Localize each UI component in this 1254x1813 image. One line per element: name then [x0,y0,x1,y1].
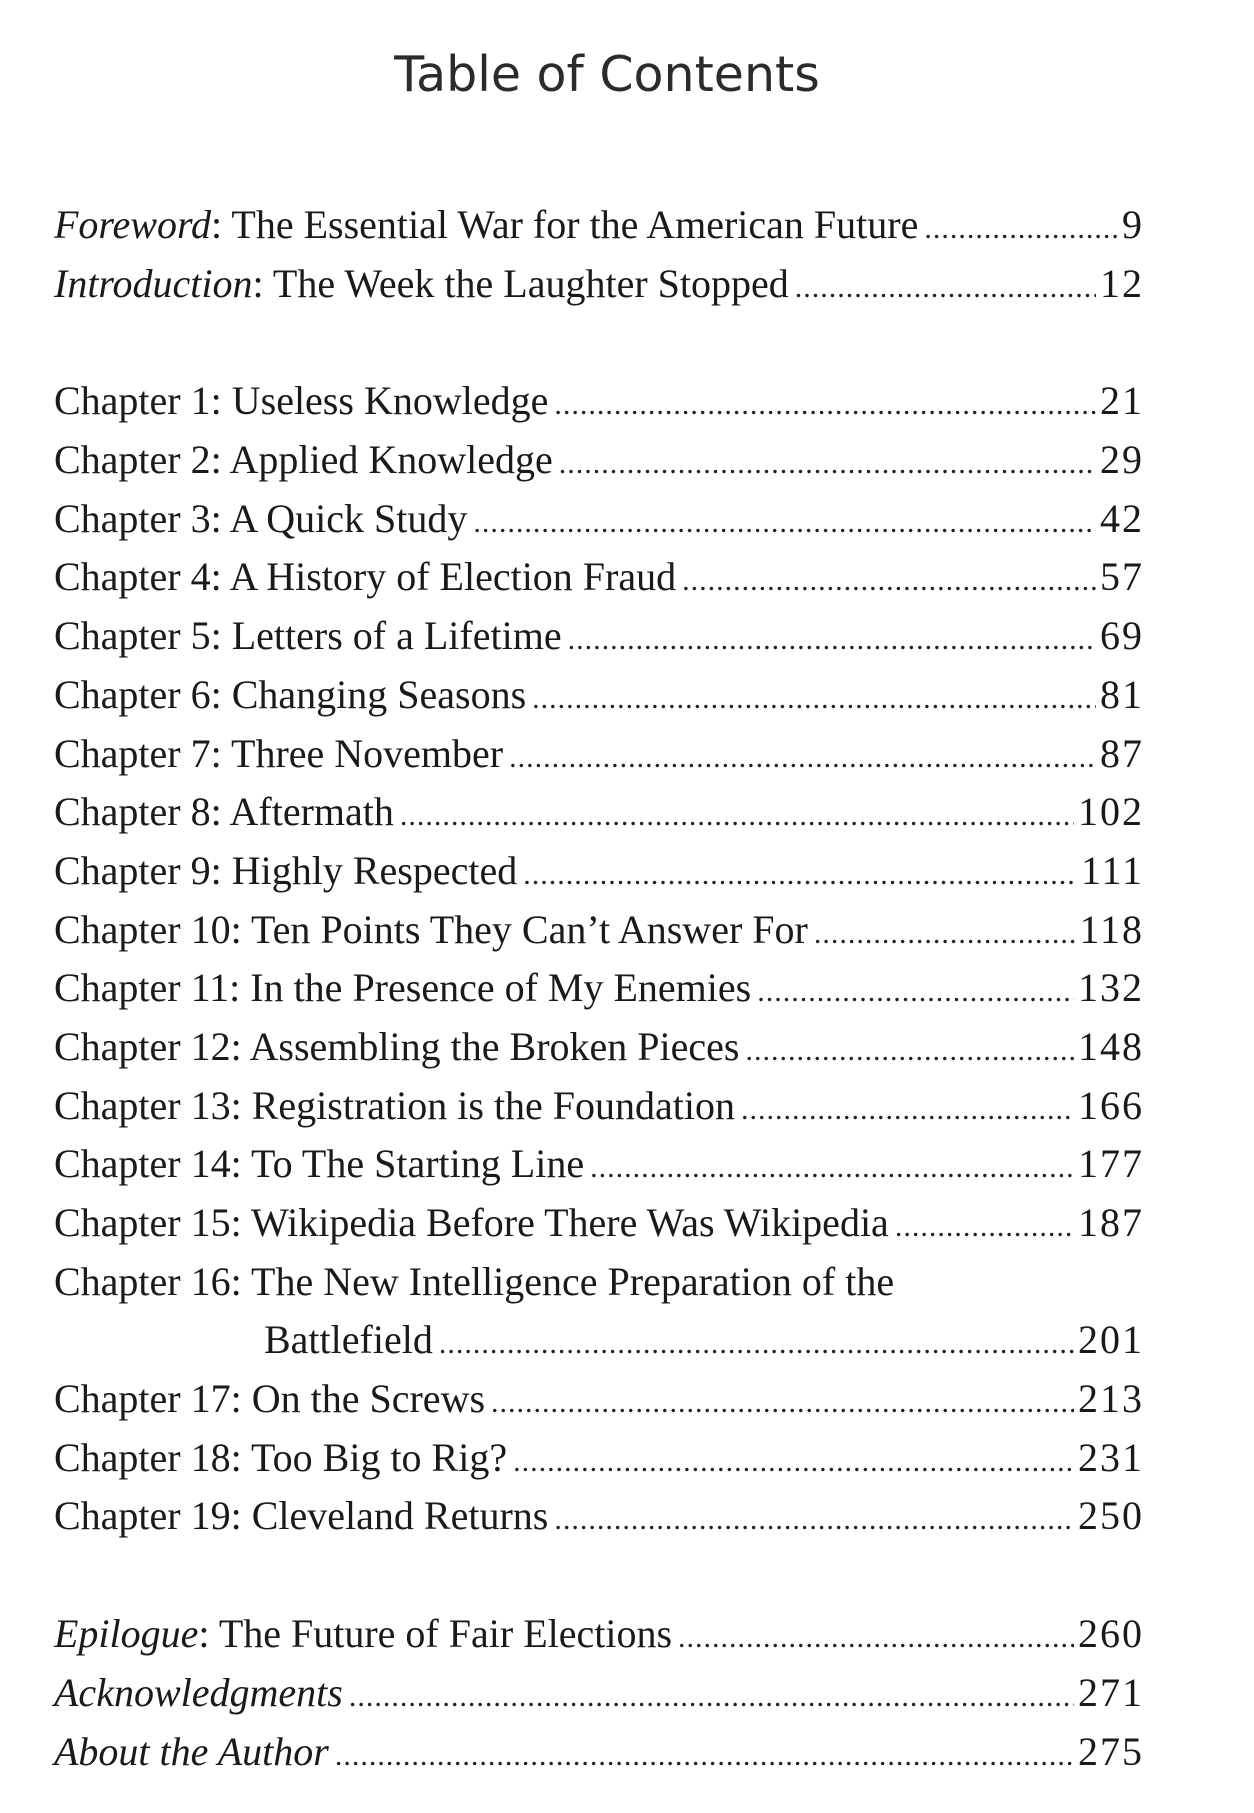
leader-dots [554,376,1096,435]
toc-entry-page: 9 [1122,202,1144,247]
toc-entry-label: Chapter 4: A History of Election Fraud [54,554,677,600]
toc-entry-label: Acknowledgments [54,1669,343,1715]
toc-entry-label: Chapter 12: Assembling the Broken Pieces [54,1023,740,1069]
toc-entry-page: 102 [1078,789,1144,835]
toc-entry-page: 201 [1078,1317,1144,1363]
toc-entry-page: 187 [1078,1200,1144,1245]
toc-entry-page: 213 [1078,1376,1144,1422]
toc-entry-chapter[interactable] [54,783,1144,842]
leader-dots [335,1727,1074,1786]
toc-entry-chapter[interactable] [54,490,1144,549]
leader-dots [682,552,1096,611]
toc-entry-chapter[interactable] [54,842,1144,901]
leader-dots [559,435,1096,494]
leader-dots [523,846,1077,905]
toc-entry-label: Chapter 3: A Quick Study [54,495,468,541]
toc-entry-label: Epilogue: The Future of Fair Elections [54,1611,673,1657]
toc-entry-page: 118 [1079,906,1144,952]
leader-dots [590,1139,1074,1198]
leader-dots [532,670,1096,729]
toc-entry-page: 21 [1100,378,1144,424]
toc-entry-chapter[interactable] [54,1370,1144,1429]
toc-entry-epilogue[interactable] [54,1605,1144,1664]
toc-entry-page: 57 [1100,554,1144,600]
toc-entry-chapter[interactable] [54,607,1144,666]
section-gap [54,313,1144,372]
toc-entry-label: Chapter 9: Highly Respected [54,847,518,893]
toc-entry-label: Chapter 5: Letters of a Lifetime [54,613,562,659]
toc-entry-label: Chapter 18: Too Big to Rig? [54,1434,508,1480]
toc-entry-about-the-author[interactable] [54,1723,1144,1782]
toc-entry-label: Chapter 7: Three November [54,730,504,776]
toc-entry-label: Chapter 19: Cleveland Returns [54,1493,549,1539]
toc-entry-page: 166 [1078,1082,1144,1128]
toc-entry-chapter[interactable] [54,666,1144,725]
leader-dots [745,1022,1074,1081]
leader-dots [814,905,1076,964]
toc-entry-chapter-continuation[interactable] [54,1311,1144,1370]
toc-entry-chapter[interactable] [54,725,1144,784]
toc-entry-foreword[interactable] [54,196,1144,255]
toc-entry-chapter[interactable] [54,959,1144,1018]
toc-entry-chapter[interactable] [54,372,1144,431]
toc-entry-chapter[interactable] [54,1429,1144,1488]
leader-dots [741,1081,1074,1140]
leader-dots [513,1433,1074,1492]
toc-entry-chapter[interactable] [54,1487,1144,1546]
toc-entry-page: 42 [1100,495,1144,541]
toc-entry-chapter[interactable] [54,1135,1144,1194]
toc-entry-chapter[interactable] [54,1194,1144,1253]
toc-entry-label: Chapter 8: Aftermath [54,789,394,835]
toc-entry-page: 231 [1078,1434,1144,1480]
toc-entry-label: Chapter 16: The New Intelligence Preparation of the [54,1258,895,1304]
toc-entry-chapter[interactable] [54,431,1144,490]
toc-entry-label: Chapter 6: Changing Seasons [54,671,527,717]
toc-entry-page: 69 [1100,613,1144,659]
leader-dots [554,1491,1074,1550]
toc-entry-label: Chapter 11: In the Presence of My Enemies [54,965,752,1011]
toc-entry-page: 87 [1100,730,1144,776]
toc-entry-label: Chapter 10: Ten Points They Can’t Answer For [54,906,808,952]
toc-entry-label: Chapter 1: Useless Knowledge [54,378,549,424]
leader-dots [473,494,1096,553]
toc-list [54,196,1144,1781]
toc-entry-label: Introduction: The Week the Laughter Stopped [54,260,789,306]
toc-entry-page: 250 [1078,1493,1144,1539]
toc-entry-page: 275 [1078,1728,1144,1774]
leader-dots [678,1609,1074,1668]
toc-entry-page: 271 [1078,1669,1144,1715]
toc-entry-chapter[interactable] [54,1253,1144,1312]
leader-dots [509,729,1096,788]
page-title: Table of Contents [394,46,820,103]
toc-entry-page: 111 [1080,847,1144,893]
toc-entry-page: 148 [1078,1023,1144,1069]
toc-entry-label: Chapter 17: On the Screws [54,1376,486,1422]
leader-dots [349,1668,1074,1727]
toc-entry-page: 177 [1078,1141,1144,1187]
leader-dots [924,200,1118,259]
section-gap [54,1546,1144,1605]
toc-entry-page: 132 [1078,965,1144,1011]
toc-entry-chapter[interactable] [54,1077,1144,1136]
leader-dots [795,259,1096,318]
toc-entry-label: About the Author [54,1728,329,1774]
leader-dots [439,1315,1074,1374]
toc-entry-label: Chapter 2: Applied Knowledge [54,437,553,483]
toc-entry-page: 81 [1100,671,1144,717]
leader-dots [400,787,1074,846]
leader-dots [491,1374,1074,1433]
toc-entry-chapter[interactable] [54,901,1144,960]
toc-entry-page: 29 [1100,437,1144,483]
toc-entry-label: Foreword: The Essential War for the American Future [54,202,919,247]
toc-entry-page: 12 [1100,260,1144,306]
toc-entry-chapter[interactable] [54,1018,1144,1077]
leader-dots [568,611,1096,670]
toc-entry-acknowledgments[interactable] [54,1664,1144,1723]
leader-dots [895,1198,1074,1257]
toc-entry-label: Chapter 15: Wikipedia Before There Was Wikipedia [54,1200,889,1245]
toc-entry-label: Chapter 13: Registration is the Foundation [54,1082,736,1128]
toc-entry-label-continuation: Battlefield [264,1317,433,1363]
leader-dots [757,963,1074,1022]
toc-entry-page: 260 [1078,1611,1144,1657]
toc-entry-chapter[interactable] [54,548,1144,607]
toc-entry-introduction[interactable] [54,255,1144,314]
toc-entry-label: Chapter 14: To The Starting Line [54,1141,585,1187]
